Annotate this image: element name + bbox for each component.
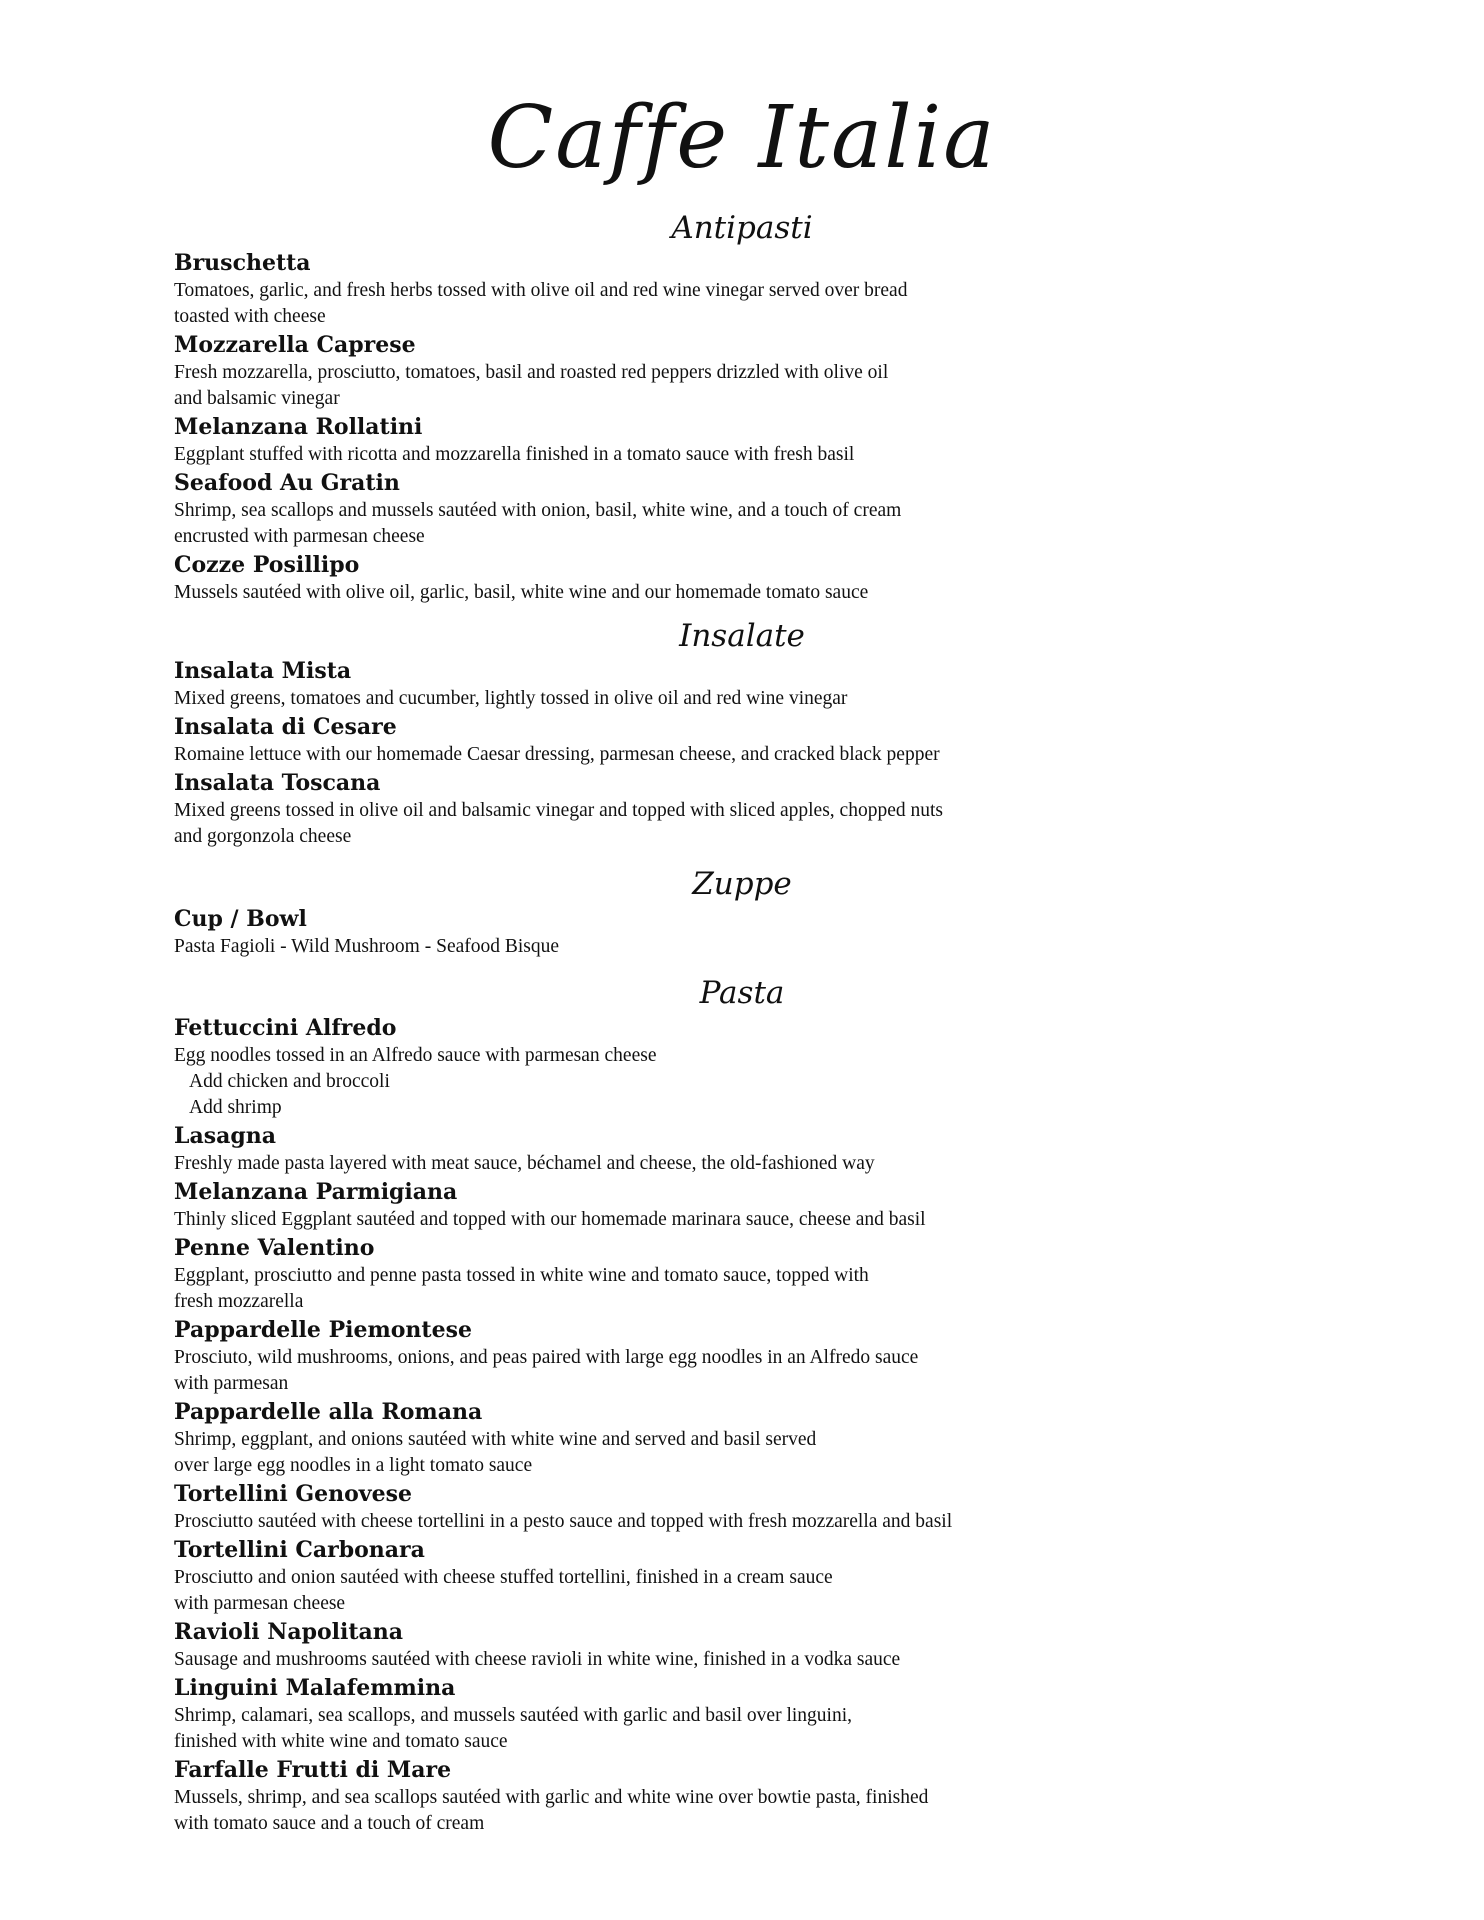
item-description <box>174 1509 1174 1535</box>
item-name: Penne Valentino <box>174 1235 375 1261</box>
item-description <box>174 580 1174 606</box>
menu-item-bruschetta <box>174 248 1174 330</box>
item-name: Melanzana Parmigiana <box>174 1179 458 1205</box>
section-antipasti <box>174 248 1174 606</box>
description-line: Freshly made pasta layered with meat sauce, béchamel and cheese, the old-fashioned way <box>174 1153 875 1174</box>
section-heading-zuppe: Zuppe <box>692 866 792 902</box>
menu-item-cup-bowl <box>174 904 1174 960</box>
item-name: Tortellini Carbonara <box>174 1537 425 1563</box>
description-line: and balsamic vinegar <box>174 388 340 409</box>
description-line: Egg noodles tossed in an Alfredo sauce with parmesan cheese <box>174 1045 657 1066</box>
item-description <box>174 442 1174 468</box>
menu-item-cozze-posillipo <box>174 550 1174 606</box>
description-line: Shrimp, calamari, sea scallops, and mussels sautéed with garlic and basil over linguini, <box>174 1705 853 1726</box>
menu-item-penne-valentino <box>174 1233 1174 1315</box>
description-line: Mixed greens tossed in olive oil and balsamic vinegar and topped with sliced apples, chopped nuts <box>174 800 943 821</box>
menu-item-linguini-malafemmina <box>174 1673 1174 1755</box>
section-heading-insalate: Insalate <box>679 618 805 654</box>
description-line: Prosciutto sautéed with cheese tortellini in a pesto sauce and topped with fresh mozzarella and basil <box>174 1511 953 1532</box>
item-name: Insalata Mista <box>174 658 352 684</box>
item-name: Farfalle Frutti di Mare <box>174 1757 452 1783</box>
item-name: Lasagna <box>174 1123 276 1149</box>
item-description <box>174 1647 1174 1673</box>
item-name: Cozze Posillipo <box>174 552 360 578</box>
item-name: Pappardelle alla Romana <box>174 1399 483 1425</box>
description-line: with parmesan <box>174 1373 289 1394</box>
item-description <box>174 1565 1174 1617</box>
description-line: Romaine lettuce with our homemade Caesar dressing, parmesan cheese, and cracked black pepper <box>174 744 940 765</box>
menu-item-mozzarella-caprese <box>174 330 1174 412</box>
description-line: Prosciuto, wild mushrooms, onions, and peas paired with large egg noodles in an Alfredo sauce <box>174 1347 919 1368</box>
item-name: Insalata di Cesare <box>174 714 397 740</box>
description-line: Pasta Fagioli - Wild Mushroom - Seafood Bisque <box>174 936 560 957</box>
item-description <box>174 1043 1174 1121</box>
item-name: Seafood Au Gratin <box>174 470 400 496</box>
addon-line: Add chicken and broccoli <box>189 1071 390 1092</box>
item-description <box>174 1263 1174 1315</box>
item-name: Bruschetta <box>174 250 311 276</box>
menu-item-fettuccini-alfredo <box>174 1013 1174 1121</box>
menu-item-melanzana-rollatini <box>174 412 1174 468</box>
description-line: Mixed greens, tomatoes and cucumber, lightly tossed in olive oil and red wine vinegar <box>174 688 848 709</box>
menu-item-tortellini-genovese <box>174 1479 1174 1535</box>
menu-item-insalata-mista <box>174 656 1174 712</box>
description-line: Thinly sliced Eggplant sautéed and topped with our homemade marinara sauce, cheese and basil <box>174 1209 926 1230</box>
description-line: Fresh mozzarella, prosciutto, tomatoes, basil and roasted red peppers drizzled with olive oil <box>174 362 889 383</box>
description-line: and gorgonzola cheese <box>174 826 352 847</box>
description-line: encrusted with parmesan cheese <box>174 526 425 547</box>
description-line: Mussels, shrimp, and sea scallops sautéed with garlic and white wine over bowtie pasta, finished <box>174 1787 929 1808</box>
item-description <box>174 742 1174 768</box>
menu-item-lasagna <box>174 1121 1174 1177</box>
item-description <box>174 278 1174 330</box>
section-zuppe <box>174 904 1174 960</box>
description-line: Shrimp, eggplant, and onions sautéed with white wine and served and basil served <box>174 1429 817 1450</box>
section-insalate <box>174 656 1174 850</box>
item-description <box>174 1703 1174 1755</box>
menu-item-melanzana-parmigiana <box>174 1177 1174 1233</box>
description-line: with parmesan cheese <box>174 1593 346 1614</box>
menu-item-seafood-au-gratin <box>174 468 1174 550</box>
section-heading-antipasti: Antipasti <box>671 210 813 246</box>
menu-item-insalata-di-cesare <box>174 712 1174 768</box>
description-line: Tomatoes, garlic, and fresh herbs tossed with olive oil and red wine vinegar served over bread <box>174 280 908 301</box>
item-name: Insalata Toscana <box>174 770 381 796</box>
description-line: Shrimp, sea scallops and mussels sautéed with onion, basil, white wine, and a touch of cream <box>174 500 902 521</box>
menu-item-pappardelle-piemontese <box>174 1315 1174 1397</box>
item-description <box>174 934 1174 960</box>
item-name: Pappardelle Piemontese <box>174 1317 472 1343</box>
description-line: with tomato sauce and a touch of cream <box>174 1813 485 1834</box>
item-description <box>174 1151 1174 1177</box>
menu-item-insalata-toscana <box>174 768 1174 850</box>
description-line: finished with white wine and tomato sauce <box>174 1731 508 1752</box>
description-line: fresh mozzarella <box>174 1291 304 1312</box>
description-line: toasted with cheese <box>174 306 326 327</box>
item-description <box>174 686 1174 712</box>
description-line: over large egg noodles in a light tomato sauce <box>174 1455 533 1476</box>
menu-item-ravioli-napolitana <box>174 1617 1174 1673</box>
item-name: Cup / Bowl <box>174 906 307 932</box>
description-line: Eggplant, prosciutto and penne pasta tossed in white wine and tomato sauce, topped with <box>174 1265 869 1286</box>
description-line: Sausage and mushrooms sautéed with cheese ravioli in white wine, finished in a vodka sauce <box>174 1649 901 1670</box>
item-description <box>174 498 1174 550</box>
description-line: Mussels sautéed with olive oil, garlic, basil, white wine and our homemade tomato sauce <box>174 582 869 603</box>
menu-item-farfalle-frutti-di-mare <box>174 1755 1174 1837</box>
description-line: Prosciutto and onion sautéed with cheese stuffed tortellini, finished in a cream sauce <box>174 1567 833 1588</box>
item-description <box>174 1427 1174 1479</box>
addon-line: Add shrimp <box>189 1097 282 1118</box>
section-heading-pasta: Pasta <box>699 975 785 1011</box>
item-description <box>174 1785 1174 1837</box>
item-name: Fettuccini Alfredo <box>174 1015 397 1041</box>
item-name: Ravioli Napolitana <box>174 1619 404 1645</box>
restaurant-title: Caffe Italia <box>487 88 997 188</box>
item-name: Mozzarella Caprese <box>174 332 416 358</box>
section-pasta <box>174 1013 1174 1837</box>
menu-item-pappardelle-alla-romana <box>174 1397 1174 1479</box>
description-line: Eggplant stuffed with ricotta and mozzarella finished in a tomato sauce with fresh basil <box>174 444 855 465</box>
item-description <box>174 1207 1174 1233</box>
item-name: Linguini Malafemmina <box>174 1675 456 1701</box>
item-description <box>174 1345 1174 1397</box>
item-name: Tortellini Genovese <box>174 1481 412 1507</box>
item-description <box>174 360 1174 412</box>
menu-item-tortellini-carbonara <box>174 1535 1174 1617</box>
item-description <box>174 798 1174 850</box>
item-name: Melanzana Rollatini <box>174 414 423 440</box>
